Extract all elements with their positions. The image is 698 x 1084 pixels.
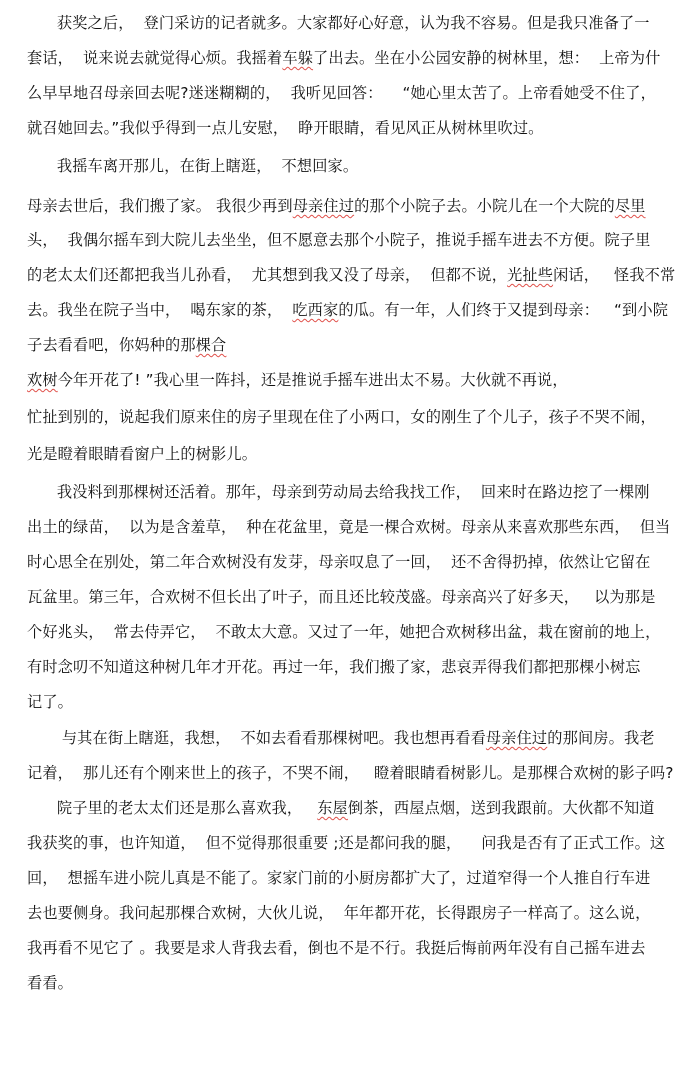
text-segment: 个好兆头， 常去侍弄它， 不敢太大意。又过了一年，她把合欢树移出盆，栽在窗前的地上， [27, 623, 661, 641]
text-segment: 光是瞪着眼睛看窗户上的树影儿。 [27, 445, 258, 463]
text-segment: 瓦盆里。第三年，合欢树不但长出了叶子，而且还比较茂盛。母亲高兴了好多天， 以为那是 [27, 588, 656, 606]
text-segment: 我没料到那棵树还活着。那年，母亲到劳动局去给我找工作， 回来时在路边挖了一棵刚 [27, 483, 650, 501]
text-segment: 我获奖的事，也许知道， 但不觉得那很重要 ;还是都问我的腿， 问我是否有了正式工作。这 [27, 834, 666, 852]
text-segment: 的那间房。我老 [547, 729, 655, 747]
text-line [27, 868, 650, 888]
text-line [27, 83, 656, 103]
text-segment: 记了。 [27, 693, 74, 711]
text-line [27, 587, 655, 607]
text-segment: 我再看不见它了 。我要是求人背我去看，倒也不是不行。我挺后悔前两年没有自己摇车进去 [27, 939, 646, 957]
text-line [27, 335, 226, 355]
spellcheck-underlined-word: 棵合 [195, 336, 227, 354]
text-segment: 今年开花了! ”我心里一阵抖，还是推说手摇车进出太不易。大伙就不再说， [57, 371, 568, 389]
text-line [27, 156, 358, 176]
text-segment: 头， 我偶尔摇车到大院儿去坐坐，但不愿意去那个小院子，推说手摇车进去不方便。院子里 [27, 231, 651, 249]
text-line [27, 517, 670, 537]
text-line [27, 265, 675, 285]
text-line [27, 798, 655, 818]
text-segment: 与其在街上瞎逛，我想， 不如去看看那棵树吧。我也想再看看 [27, 729, 486, 747]
text-line [27, 622, 660, 642]
text-line [27, 552, 650, 572]
text-line [27, 118, 544, 138]
text-line [27, 728, 655, 748]
spellcheck-underlined-word: 母亲住过 [485, 729, 548, 747]
text-segment: 母亲去世后，我们搬了家。 我很少再到 [27, 197, 293, 215]
spellcheck-underlined-word: 欢树 [27, 371, 58, 389]
text-segment: 院子里的老太太们还是那么喜欢我， [27, 799, 318, 817]
spellcheck-underlined-word: 光扯些 [507, 266, 554, 284]
text-segment: 时心思全在别处，第二年合欢树没有发芽，母亲叹息了一回， 还不舍得扔掉，依然让它留在 [27, 553, 651, 571]
text-line [27, 903, 650, 923]
text-segment: 的瓜。有一年，人们终于又提到母亲： “到小院 [338, 301, 669, 319]
text-line [27, 938, 645, 958]
text-line [27, 370, 568, 390]
text-line [27, 973, 73, 993]
text-segment: 的那个小院子去。小院儿在一个大院的 [354, 197, 615, 215]
text-line [27, 763, 674, 783]
text-segment: 回， 想摇车进小院儿真是不能了。家家门前的小厨房都扩大了，过道窄得一个人推自行车进 [27, 869, 651, 887]
text-segment: 的老太太们还都把我当儿孙看， 尤其想到我又没了母亲， 但都不说， [27, 266, 508, 284]
text-segment: 就召她回去。”我似乎得到一点儿安慰， 睁开眼睛，看见风正从树林里吹过。 [27, 119, 544, 137]
spellcheck-underlined-word: 东屋 [317, 799, 348, 817]
text-segment: 去。我坐在院子当中， 喝东家的茶， [27, 301, 293, 319]
text-segment: 闲话， 怪我不常 [553, 266, 676, 284]
text-line [27, 300, 668, 320]
spellcheck-underlined-word: 母亲住过 [292, 197, 355, 215]
text-segment: 倒茶，西屋点烟，送到我跟前。大伙都不知道 [347, 799, 655, 817]
text-segment: 看看。 [27, 974, 74, 992]
text-segment: 么早早地召母亲回去呢?迷迷糊糊的， 我听见回答： “她心里太苦了。上帝看她受不住了， [27, 84, 656, 102]
text-line [27, 48, 660, 68]
text-segment: 套话， 说来说去就觉得心烦。我摇着 [27, 49, 283, 67]
text-segment: 去也要侧身。我问起那棵合欢树，大伙儿说， 年年都开花，长得跟房子一样高了。这么说， [27, 904, 651, 922]
text-line [27, 196, 646, 216]
text-line [27, 833, 665, 853]
text-segment: 子去看看吧，你妈种的那 [27, 336, 196, 354]
text-segment: 获奖之后， 登门采访的记者就多。大家都好心好意，认为我不容易。但是我只准备了一 [27, 14, 650, 32]
text-line [27, 407, 656, 427]
text-line [27, 482, 650, 502]
text-segment: 有时念叨不知道这种树几年才开花。再过一年，我们搬了家，悲哀弄得我们都把那棵小树忘 [27, 658, 641, 676]
text-segment: 我摇车离开那儿，在街上瞎逛， 不想回家。 [27, 157, 359, 175]
spellcheck-underlined-word: 尽里 [614, 197, 646, 215]
text-line [27, 13, 650, 33]
spellcheck-underlined-word: 车躲 [282, 49, 314, 67]
text-segment: 了出去。坐在小公园安静的树林里，想： 上帝为什 [313, 49, 661, 67]
spellcheck-underlined-word: 吃西家 [292, 301, 339, 319]
text-line [27, 444, 257, 464]
text-segment: 忙扯到别的，说起我们原来住的房子里现在住了小两口，女的刚生了个儿子，孩子不哭不闹， [27, 408, 656, 426]
text-line [27, 692, 73, 712]
text-segment: 出土的绿苗， 以为是含羞草， 种在花盆里，竟是一棵合欢树。母亲从来喜欢那些东西， 但当 [27, 518, 671, 536]
text-line [27, 657, 641, 677]
text-line [27, 230, 650, 250]
text-segment: 记着， 那儿还有个刚来世上的孩子，不哭不闹， 瞪着眼睛看树影儿。是那棵合欢树的影子吗? [27, 764, 674, 782]
